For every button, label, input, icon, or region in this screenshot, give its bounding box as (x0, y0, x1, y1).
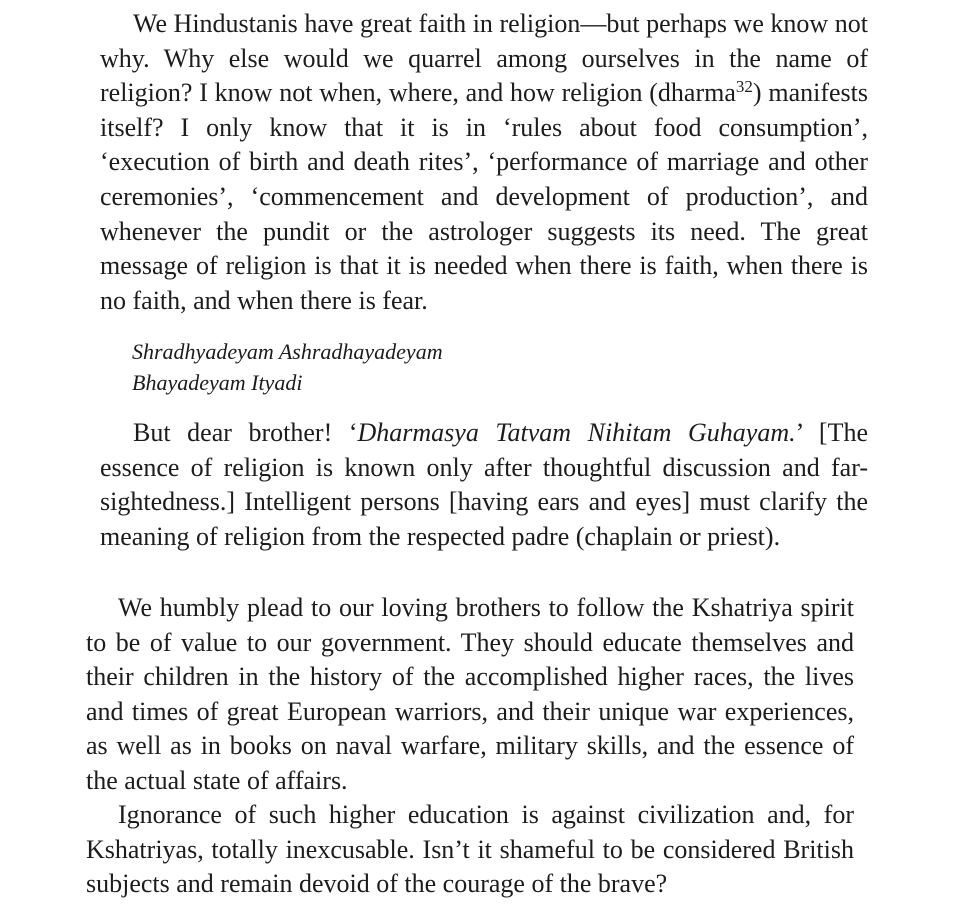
paragraph-2-italic-phrase: Dharmasya Tatvam Nihitam Guhayam. (357, 418, 796, 447)
paragraph-2-rest: ’ [The essence of religion is known only after thoughtful discussion and far-sightedness.] Intelligent persons [having ears and eyes] must clarify the meaning of religion from the respected padre (chaplain or priest). (100, 418, 868, 551)
verse-line-2: Bhayadeyam Ityadi (132, 370, 303, 395)
paragraph-1-text-a: We Hindustanis have great faith in religion—but perhaps we know not why. Why else would we quarrel among ourselves in the name of religion? I know not when, where, and how religion (dharma (100, 9, 868, 108)
paragraph-2-lead: But dear brother! ‘ (133, 418, 358, 447)
paragraph-dear-brother (100, 416, 868, 554)
paragraph-higher-education: Ignorance of such higher education is against civilization and, for Kshatriyas, totally inexcusable. Isn’t it shameful to be considered British subjects and remain devoid of the courage of the brave? (86, 800, 854, 899)
paragraph-kshatriya-spirit: We humbly plead to our loving brothers to follow the Kshatriya spirit to be of value to our government. They should educate themselves and their children in the history of the accomplished higher races, the lives and times of great European warriors, and their unique war experiences, as well as in books on naval warfare, military skills, and the essence of the actual state of affairs. (86, 593, 854, 795)
paragraph-religion-faith (100, 7, 868, 318)
sanskrit-verse (132, 336, 443, 398)
verse-line-1: Shradhyadeyam Ashradhayadeyam (132, 339, 443, 364)
footnote-reference-32: 32 (735, 77, 753, 97)
paragraph-1-text-b: ) manifests itself? I only know that it is in ‘rules about food consumption’, ‘execution of birth and death rites’, ‘performance of marriage and other ceremonies’, ‘commencement and development of production’, and whenever the pundit or the astrologer suggests its need. The great message of religion is that it is needed when there is faith, when there is no faith, and when there is fear. (100, 78, 868, 315)
